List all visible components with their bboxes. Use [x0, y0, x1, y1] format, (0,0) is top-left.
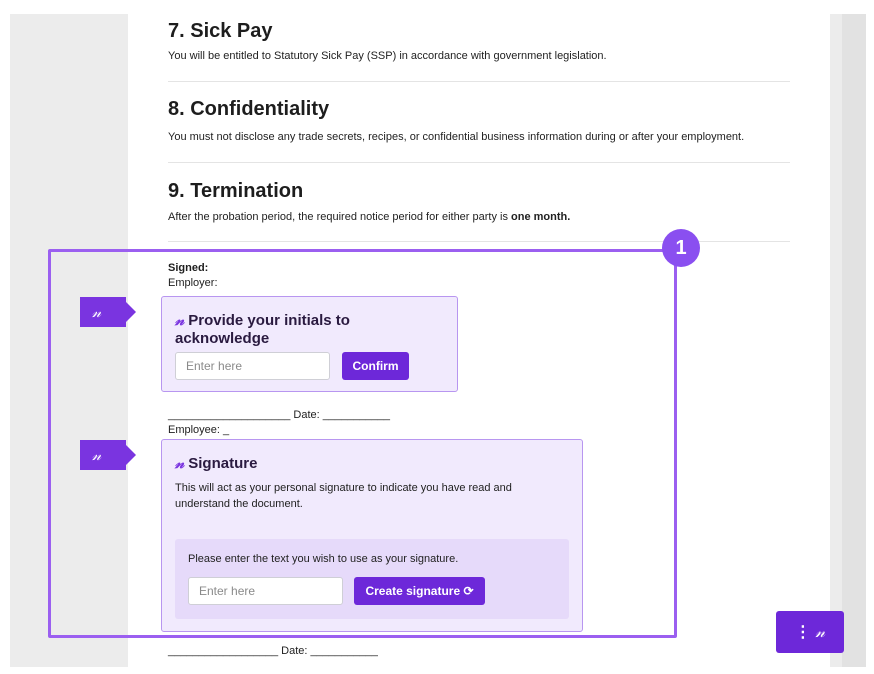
initials-card — [161, 296, 458, 392]
initials-input[interactable]: Enter here — [175, 352, 330, 380]
initials-card-title — [175, 311, 445, 348]
signed-label: Signed: — [168, 262, 209, 274]
section-title-sick-pay: 7. Sick Pay — [168, 20, 273, 42]
confirm-button[interactable]: Confirm — [342, 352, 409, 380]
signature-input[interactable]: Enter here — [188, 577, 343, 605]
employer-signature-line: ____________________ Date: ___________ — [168, 409, 391, 421]
section-divider — [168, 162, 790, 163]
section-title-termination: 9. Termination — [168, 180, 304, 202]
signature-marker-icon[interactable]: 𝓃 — [80, 440, 126, 470]
employee-label-text: Employee: _ — [168, 424, 230, 436]
signing-menu-button[interactable] — [776, 611, 844, 653]
employee-signature-line: __________________ Date: ___________ — [168, 645, 378, 657]
create-signature-button[interactable] — [354, 577, 485, 605]
signature-card — [161, 439, 583, 632]
termination-notice: one month. — [511, 211, 571, 223]
scrollbar-track[interactable] — [842, 14, 866, 667]
refresh-icon: ⟳ — [463, 584, 474, 598]
signature-icon: 𝓃 — [175, 454, 185, 472]
more-vertical-icon: ⋮ — [794, 624, 811, 641]
create-signature-label: Create signature — [365, 584, 461, 598]
signature-input-panel — [175, 539, 569, 619]
signature-card-title — [175, 454, 257, 473]
signature-title-text: Signature — [188, 455, 258, 472]
section-body-confidentiality: You must not disclose any trade secrets, recipes, or confidential business information during or after your employment. — [168, 131, 745, 143]
signature-icon: 𝓃 — [815, 622, 826, 641]
signature-prompt: Please enter the text you wish to use as your signature. — [188, 553, 459, 565]
termination-text: After the probation period, the required notice period for either party is — [168, 211, 512, 223]
section-divider — [168, 81, 790, 82]
section-body-sick-pay: You will be entitled to Statutory Sick Pay (SSP) in accordance with government legislation. — [168, 50, 607, 62]
signature-description: This will act as your personal signature to indicate you have read and understand the document. — [175, 482, 512, 510]
initials-title-text: Provide your initials to acknowledge — [175, 312, 350, 347]
section-title-confidentiality: 8. Confidentiality — [168, 98, 330, 120]
employer-label: Employer: — [168, 277, 218, 289]
signature-icon: 𝓃 — [175, 311, 185, 329]
signature-marker-icon[interactable]: 𝓃 — [80, 297, 126, 327]
section-body-termination — [168, 211, 570, 223]
step-badge: 1 — [662, 229, 700, 267]
